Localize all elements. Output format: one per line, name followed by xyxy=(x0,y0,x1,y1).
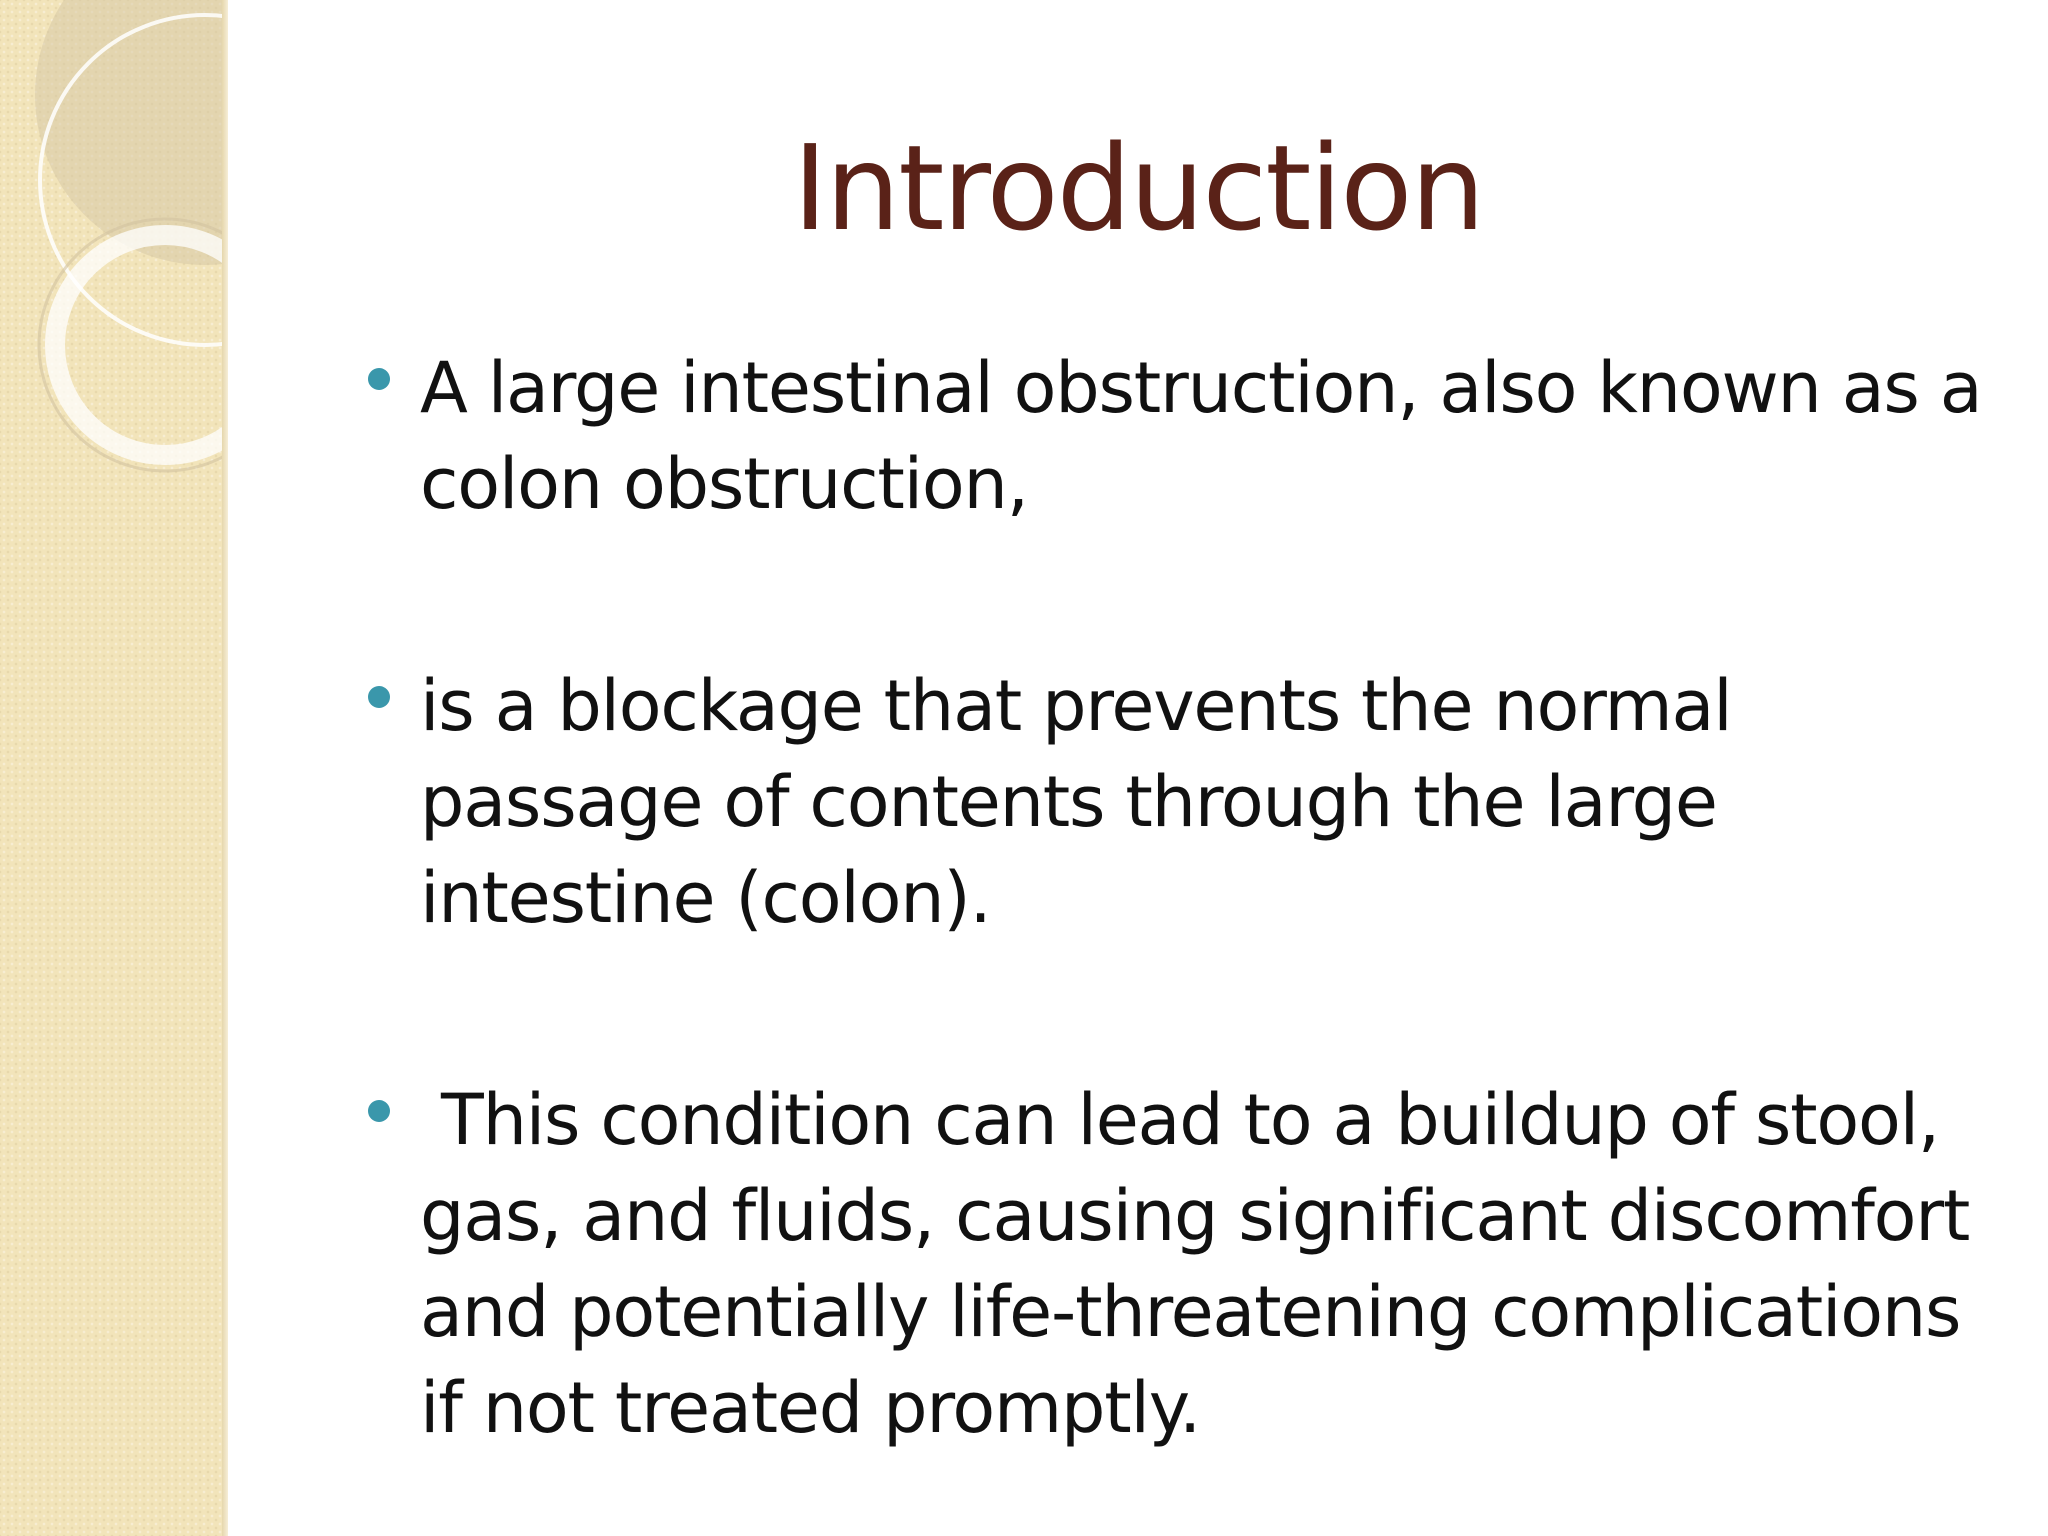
bullet-item xyxy=(360,658,2000,946)
ring-decoration-icon xyxy=(0,0,228,520)
bullet-text: This condition can lead to a buildup of stool, gas, and fluids, causing significant discomfort and potentially life-threatening complications if not treated promptly. xyxy=(420,1079,1970,1449)
bullet-item xyxy=(360,1072,2000,1456)
bullet-dot-icon xyxy=(368,368,390,390)
bullet-dot-icon xyxy=(368,1100,390,1122)
bullet-dot-icon xyxy=(368,686,390,708)
bullet-text: is a blockage that prevents the normal passage of contents through the large intestine (colon). xyxy=(420,665,1732,939)
bullet-item xyxy=(360,340,2000,532)
slide-title: Introduction xyxy=(792,119,1484,257)
decorative-side-panel xyxy=(0,0,228,1536)
bullet-list xyxy=(360,340,2000,1456)
bullet-text: A large intestinal obstruction, also known as a colon obstruction, xyxy=(420,347,1982,525)
